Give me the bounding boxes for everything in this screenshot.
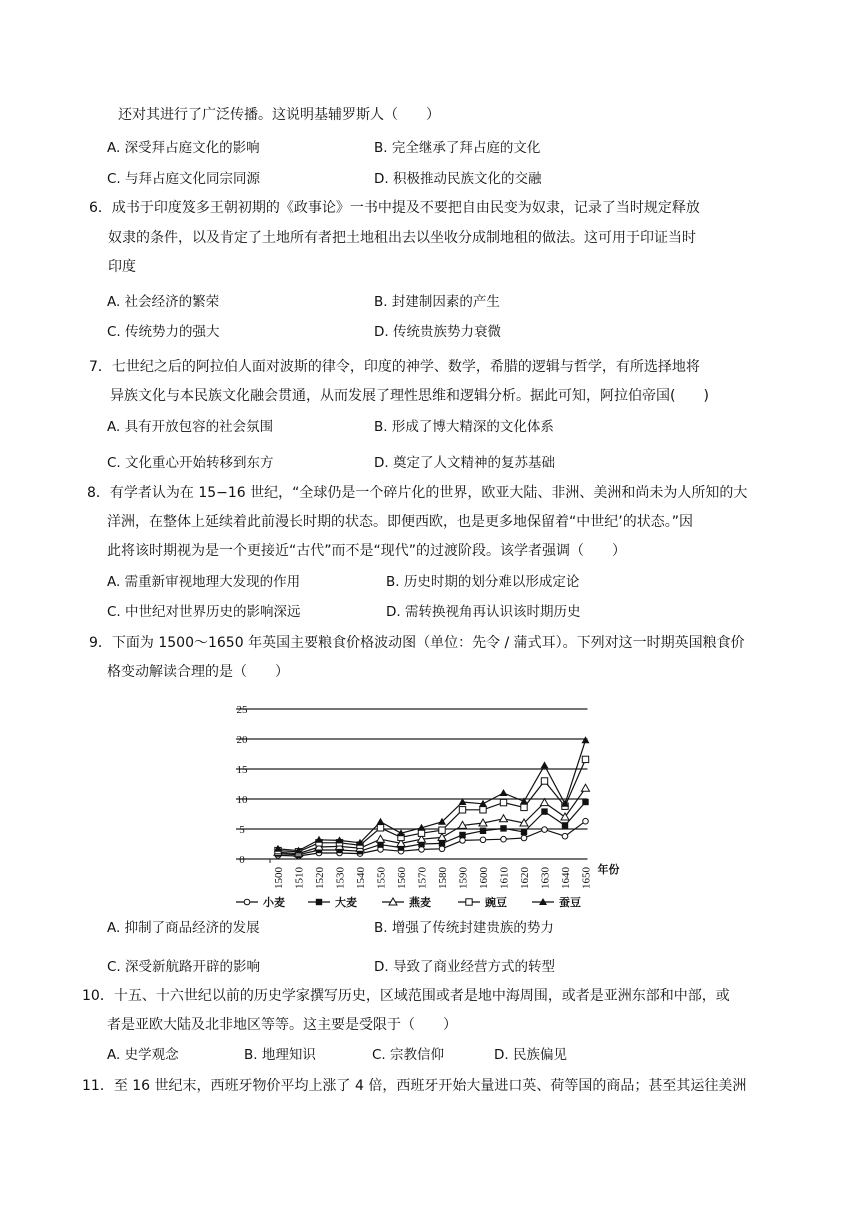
q8-option-a[interactable]: A. 需重新审视地理大发现的作用: [107, 574, 301, 590]
x-tick-label: 1600: [478, 867, 490, 889]
q9-stem-line2: 格变动解读合理的是（ ）: [107, 664, 289, 680]
q11-stem-line1: 11．至 16 世纪末，西班牙物价平均上涨了 4 倍，西班牙开始大量进口英、荷等国的商品；甚至其运往美洲: [82, 1078, 747, 1094]
q7-option-b[interactable]: B. 形成了博大精深的文化体系: [374, 419, 554, 435]
q9-option-d[interactable]: D. 导致了商业经营方式的转型: [374, 959, 555, 975]
x-tick-label: 1520: [314, 867, 326, 889]
data-point-s4: [500, 799, 506, 805]
q10-option-c[interactable]: C. 宗教信仰: [372, 1047, 445, 1063]
legend-marker: [244, 899, 250, 905]
data-point-s2: [480, 828, 486, 834]
data-point-s4: [582, 756, 588, 762]
q8-stem-line2: 洋洲，在整体上延续着此前漫长时期的状态。即便西欧，也是更多地保留着“中世纪’的状态。”因: [107, 514, 693, 530]
q10-stem-line2: 者是亚欧大陆及北非地区等等。这主要是受限于（ ）: [107, 1017, 457, 1033]
data-point-s3: [582, 784, 590, 791]
q10-stem-line1: 10．十五、十六世纪以前的历史学家撰写历史，区域范围或者是地中海周围，或者是亚洲东部和中部，或: [82, 988, 730, 1004]
data-point-s1: [562, 833, 568, 839]
q6-option-c[interactable]: C. 传统势力的强大: [107, 324, 220, 340]
data-point-s5: [582, 736, 590, 743]
q10-option-b[interactable]: B. 地理知识: [244, 1047, 316, 1063]
x-tick-label: 1610: [498, 867, 511, 889]
q9-stem-line1: 9．下面为 1500～1650 年英国主要粮食价格波动图（单位：先令 / 蒲式耳）。下列对这一时期英国粮食价: [89, 635, 745, 651]
series-line-5: [278, 740, 586, 850]
x-tick-label: 1650: [580, 867, 593, 889]
q6-stem-line3: 印度: [108, 259, 136, 275]
q6-stem-line2: 奴隶的条件，以及肯定了土地所有者把土地租出去以坐收分成制地租的做法。这可用于印证当时: [108, 230, 696, 246]
x-tick-label: 1530: [334, 867, 347, 889]
y-tick-label: 15: [236, 764, 248, 776]
x-axis-label: 年份: [597, 863, 620, 876]
data-point-s5: [377, 818, 385, 825]
q7-stem-line1: 7．七世纪之后的阿拉伯人面对波斯的律令，印度的神学、数学，希腊的逻辑与哲学，有所选择地将: [89, 359, 700, 375]
data-point-s1: [480, 837, 486, 843]
data-point-s2: [500, 825, 506, 831]
grain-price-chart: [236, 696, 620, 916]
q5-option-c[interactable]: C. 与拜占庭文化同宗同源: [107, 171, 261, 187]
x-tick-label: 1550: [375, 867, 388, 889]
data-point-s3: [500, 815, 508, 822]
q7-option-c[interactable]: C. 文化重心开始转移到东方: [107, 455, 274, 471]
data-point-s1: [521, 835, 527, 841]
q5-option-a[interactable]: A. 深受拜占庭文化的影响: [107, 140, 260, 156]
data-point-s1: [460, 838, 466, 844]
x-tick-label: 1540: [355, 867, 367, 889]
q9-option-c[interactable]: C. 深受新航路开辟的影响: [107, 959, 261, 975]
y-tick-label: 25: [236, 704, 248, 716]
q9-option-a[interactable]: A. 抑制了商品经济的发展: [107, 920, 260, 936]
data-point-s4: [439, 827, 445, 833]
data-point-s2: [439, 840, 445, 846]
data-point-s4: [480, 807, 486, 813]
x-tick-label: 1630: [539, 867, 552, 889]
q5-stem-cont: 还对其进行了广泛传播。这说明基辅罗斯人（ ）: [118, 107, 440, 123]
data-point-s1: [419, 847, 425, 853]
y-tick-label: 20: [236, 734, 248, 746]
x-tick-label: 1500: [273, 867, 285, 889]
y-tick-label: 10: [236, 794, 248, 806]
legend-label: 豌豆: [485, 896, 507, 909]
data-point-s3: [438, 833, 446, 840]
q8-option-b[interactable]: B. 历史时期的划分难以形成定论: [386, 574, 580, 590]
q7-option-d[interactable]: D. 奠定了人文精神的复苏基础: [374, 455, 555, 471]
data-point-s2: [541, 808, 547, 814]
data-point-s4: [377, 825, 383, 831]
q5-option-b[interactable]: B. 完全继承了拜占庭的文化: [374, 140, 541, 156]
data-point-s1: [542, 827, 548, 833]
x-tick-label: 1620: [519, 867, 531, 889]
data-point-s5: [500, 789, 508, 796]
x-tick-label: 1510: [293, 867, 306, 889]
legend-label: 小麦: [263, 896, 285, 909]
q8-stem-line1: 8．有学者认为在 15−16 世纪，“全球仍是一个碎片化的世界，欧亚大陆、非洲、美洲和尚未为人所知的大: [87, 485, 748, 501]
x-tick-label: 1560: [396, 867, 408, 889]
legend-label: 燕麦: [409, 896, 431, 909]
q10-option-a[interactable]: A. 史学观念: [107, 1047, 179, 1063]
legend-marker: [466, 899, 472, 905]
data-point-s5: [541, 761, 549, 768]
data-point-s3: [377, 835, 385, 842]
q5-option-d[interactable]: D. 积极推动民族文化的交融: [374, 171, 542, 187]
data-point-s2: [582, 799, 588, 805]
data-point-s2: [562, 822, 568, 828]
data-point-s2: [459, 832, 465, 838]
data-point-s4: [521, 804, 527, 810]
data-point-s1: [501, 836, 507, 842]
q6-stem-line1: 6．成书于印度笈多王朝初期的《政事论》一书中提及不要把自由民变为奴隶，记录了当时规定释放: [89, 200, 700, 216]
data-point-s4: [459, 807, 465, 813]
x-tick-label: 1590: [457, 867, 470, 889]
q7-stem-line2: 异族文化与本民族文化融会贯通，从而发展了理性思维和逻辑分析。据此可知，阿拉伯帝国( ): [110, 388, 709, 404]
y-tick-label: 0: [239, 854, 245, 866]
data-point-s1: [439, 846, 445, 852]
data-point-s1: [583, 818, 589, 824]
x-tick-label: 1580: [437, 867, 449, 889]
q8-stem-line3: 此将该时期视为是一个更接近“古代”而不是“现代”的过渡阶段。该学者强调（ ）: [107, 543, 627, 559]
q6-option-a[interactable]: A. 社会经济的繁荣: [107, 294, 220, 310]
x-tick-label: 1640: [560, 867, 572, 889]
y-tick-label: 5: [239, 824, 245, 836]
q6-option-d[interactable]: D. 传统贵族势力衰微: [374, 324, 501, 340]
q7-option-a[interactable]: A. 具有开放包容的社会氛围: [107, 419, 274, 435]
legend-label: 蚕豆: [559, 896, 581, 909]
q8-option-d[interactable]: D. 需转换视角再认识该时期历史: [386, 604, 581, 620]
data-point-s4: [541, 778, 547, 784]
legend-label: 大麦: [335, 896, 357, 909]
q10-option-d[interactable]: D. 民族偏见: [494, 1047, 567, 1063]
q6-option-b[interactable]: B. 封建制因素的产生: [374, 294, 500, 310]
q9-option-b[interactable]: B. 增强了传统封建贵族的势力: [374, 920, 554, 936]
legend-marker: [316, 899, 322, 905]
x-tick-label: 1570: [416, 867, 429, 889]
q8-option-c[interactable]: C. 中世纪对世界历史的影响深远: [107, 604, 301, 620]
data-point-s2: [521, 829, 527, 835]
data-point-s4: [418, 830, 424, 836]
